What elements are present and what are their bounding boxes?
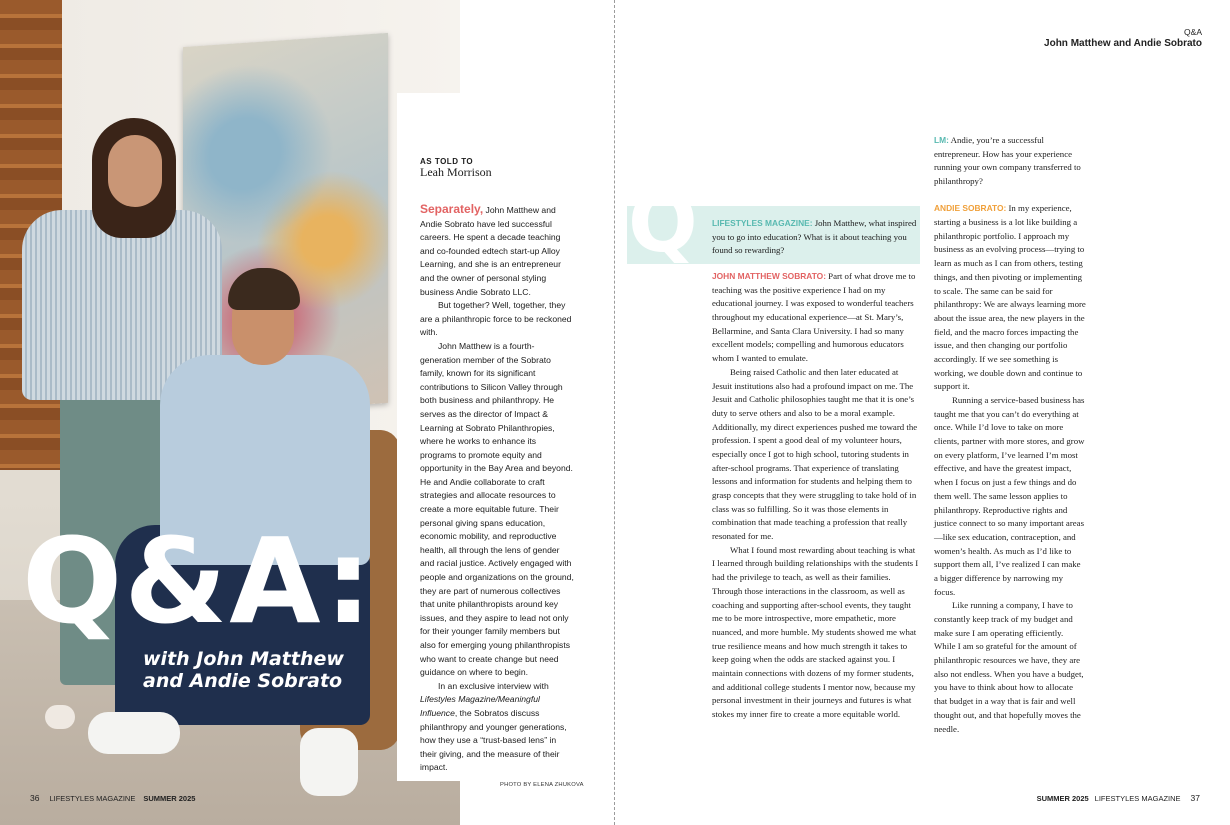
- photo-credit: PHOTO BY ELENA ZHUKOVA: [500, 782, 584, 788]
- answer-text: Part of what drove me to teaching was the positive experience I had on my educational journey. I was exposed to wonderful teachers throughout my educational experience—at St. Mary’s, Bellarmine, and Santa Clara University. I had so many excellent models; compelling and humorous educators whom I wanted to emulate.: [712, 271, 916, 364]
- answer-label: JOHN MATTHEW SOBRATO:: [712, 271, 826, 281]
- photo-shoe: [88, 712, 180, 754]
- subtitle-line: and Andie Sobrato: [143, 670, 343, 692]
- answer-label: ANDIE SOBRATO:: [934, 203, 1007, 214]
- magazine-name: LIFESTYLES MAGAZINE: [49, 794, 136, 803]
- intro-paragraph-text: John Matthew and Andie Sobrato have led successful careers. He spent a decade teaching and co-founded edtech start-up Alloy Learning, and she is an entrepreneur and the owner of personal styling business Andie Sobrato LLC.: [420, 205, 561, 297]
- question-text: John Matthew, what inspired you to go into education? What is it about teaching you found so rewarding?: [712, 218, 917, 256]
- page-number: 37: [1190, 793, 1200, 803]
- intro-paragraph: John Matthew is a fourth-generation member of the Sobrato family, known for its significant contributions to Silicon Valley through both business and philanthropy. He serves as the director of Impact & Learning at Sobrato Philanthropies, where he works to enhance its programs to promote equity and opportunity in the Bay Area and beyond. He and Andie collaborate to craft strategies and allocate resources to create a more equitable future. Their personal giving spans education, economic mobility, and reproductive health, all through the lens of gender and racial justice. Actively engaged with people and organizations on the ground, they are part of numerous collectives that unite philanthropists around key issues, and they aspire to lead not only for their younger family members but also for emerging young philanthropists who want to create change but need guidance on where to begin.: [420, 340, 574, 678]
- intro-text-run: , the Sobratos discuss philanthropy and younger generations, how they use a “trust-based lens” in their giving, and the measure of their impact.: [420, 707, 567, 773]
- magazine-name: LIFESTYLES MAGAZINE: [1094, 794, 1181, 803]
- answer-paragraph: [934, 202, 1086, 394]
- issue-date: SUMMER 2025: [143, 794, 196, 803]
- photo-shoe: [45, 705, 75, 729]
- question-1: [712, 217, 917, 258]
- answer-paragraph: Being raised Catholic and then later educated at Jesuit institutions also had a profound impact on me. The Jesuit and Catholic philosophies taught me that it is one’s duty to serve others and also to be a moral example. Additionally, my direct experiences pushed me toward the profession. I spent a good deal of my volunteer hours, especially once I got to high school, tutoring students in after-school programs. That experience of translating lessons and information for students and helping them to grasp concepts that they were struggling to take hold of in class was so fulfilling. So it was those elements in combination that made teaching a profession that really resonated for me.: [712, 366, 918, 542]
- issue-date: SUMMER 2025: [1036, 794, 1089, 803]
- right-folio: [1037, 793, 1200, 803]
- cover-photo: [0, 0, 460, 825]
- intro-text-run: In an exclusive interview with: [438, 680, 549, 691]
- answer-paragraph: Running a service-based business has taught me that you can’t do everything at once. While I’d love to take on more clients, partner with more stores, and grow on every platform, I’ve learned I’m most effective, and have the greatest impact, when I focus on just a few things and do them well. The same lesson applies to philanthropy. Reproductive rights and justice connect to so many important areas—like sex education, contraception, and women’s health. As much as I’d like to support them all, I’ve realized I can make a bigger difference by narrowing my focus.: [934, 395, 1085, 597]
- photo-woman-face: [108, 135, 162, 207]
- question-2: [934, 134, 1086, 189]
- feature-title: Q&A:: [22, 512, 374, 650]
- question-label: LM:: [934, 135, 949, 145]
- as-told-to-label: AS TOLD TO: [420, 157, 474, 166]
- answer-paragraph: What I found most rewarding about teaching is what I learned through building relationships with the students I had the privilege to teach, as well as their families. Through those interactions in the classroom, as well as coaching and supporting after-school events, they taught me to be more introspective, more empathetic, more nuanced, and more humble. My students showed me what true resilience means and how much strength it takes to keep going when the odds are stacked against you. I maintain connections with dozens of my former students, and additional college students I mentor now, because my personal investment in their journeys and futures is what stokes my inner fire to create a more equitable world.: [712, 544, 919, 719]
- feature-subtitle: [143, 648, 344, 692]
- question-text: Andie, you’re a successful entrepreneur. How has your experience running your own company transferred to philanthropy?: [934, 135, 1081, 187]
- subtitle-line: with John Matthew: [143, 648, 344, 670]
- answer-paragraph: [712, 270, 920, 366]
- left-folio: [30, 793, 195, 803]
- answer-paragraph: Like running a company, I have to constantly keep track of my budget and make sure I am operating efficiently. While I am so grateful for the amount of philanthropic resources we have, they are also not endless. When you have a budget, you have to think about how to allocate that budget in a way that is fair and well thought out, and that hopefully moves the needle.: [934, 600, 1084, 734]
- lead-word: Separately,: [420, 202, 484, 216]
- page-number: 36: [30, 793, 40, 803]
- photo-shoe: [300, 728, 358, 796]
- author-name: Leah Morrison: [420, 165, 492, 179]
- intro-text: [420, 203, 574, 775]
- publication-name: Lifestyles Magazine/Meaningful Influence: [420, 694, 540, 718]
- section-label: Q&A: [1184, 27, 1202, 37]
- answer-column-1: [712, 270, 920, 722]
- running-head: John Matthew and Andie Sobrato: [1044, 38, 1202, 49]
- intro-paragraph: [420, 203, 574, 299]
- question-label: LIFESTYLES MAGAZINE:: [712, 218, 813, 228]
- answer-column-2: [934, 134, 1086, 736]
- page-gutter: [614, 0, 615, 825]
- q-mark-graphic: Q: [628, 176, 698, 271]
- intro-paragraph: [420, 680, 574, 775]
- answer-text: In my experience, starting a business is a lot like building a philanthropic portfolio. I approach my business as an evolving process—trying to learn as much as I can from others, testing things, and then pivoting or implementing to scale. The same can be said for philanthropy: We are always learning more about the issue area, the new players in the field, and the macro forces impacting the issue, and then changing our portfolio accordingly. If we see something is working, we double down and continue to support it.: [934, 203, 1086, 392]
- intro-paragraph: But together? Well, together, they are a philanthropic force to be reckoned with.: [420, 300, 572, 338]
